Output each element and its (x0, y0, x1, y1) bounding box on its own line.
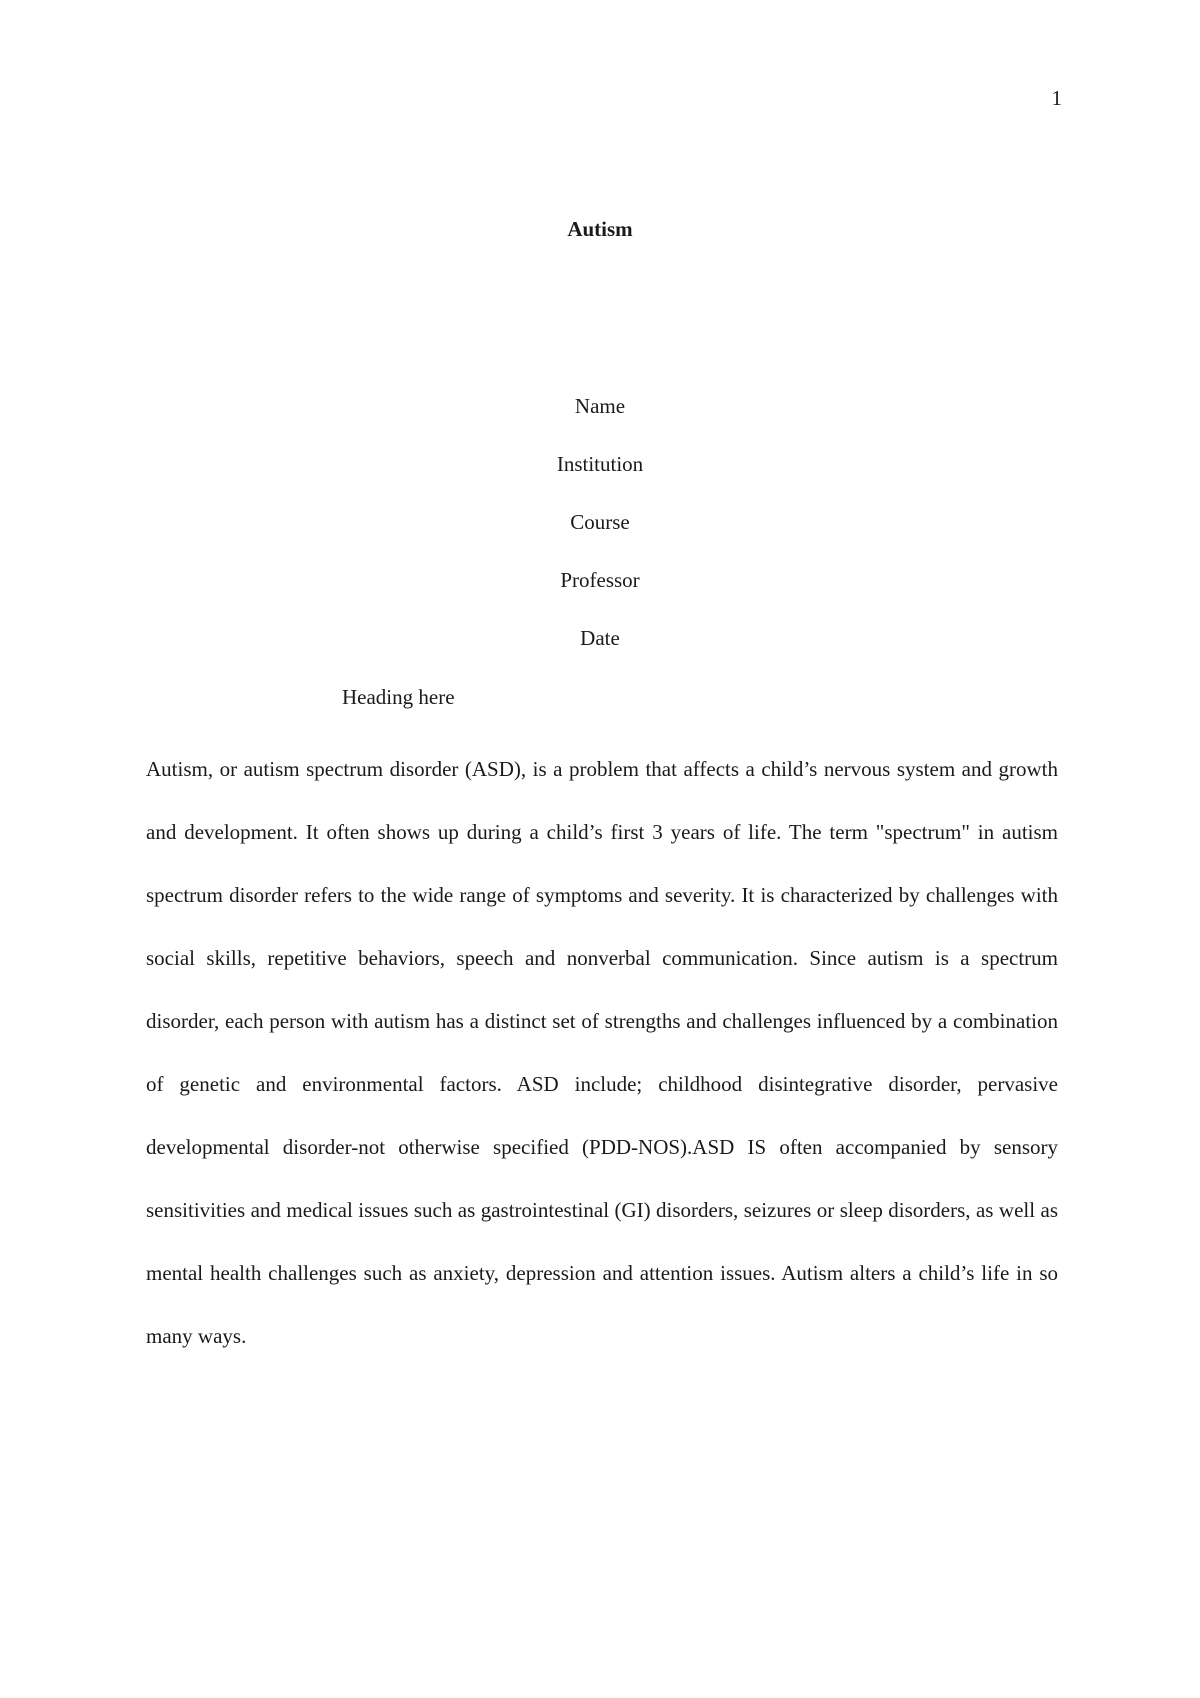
professor: Professor (560, 568, 640, 592)
course: Course (570, 510, 630, 534)
date: Date (580, 626, 620, 650)
section-heading: Heading here (342, 685, 455, 709)
document-title: Autism (567, 217, 633, 241)
author-name: Name (574, 394, 626, 418)
page-number: 1 (1051, 86, 1062, 110)
institution: Institution (556, 452, 644, 476)
body-paragraph: Autism, or autism spectrum disorder (ASD), is a problem that affects a child’s nervous system and growth and development. It often shows up during a child’s first 3 years of life. The term "spectrum" in autism spectrum disorder refers to the wide range of symptoms and severity. It is characterized by challenges with social skills, repetitive behaviors, speech and nonverbal communication. Since autism is a spectrum disorder, each person with autism has a distinct set of strengths and challenges influenced by a combination of genetic and environmental factors. ASD include; childhood disintegrative disorder, pervasive developmental disorder-not otherwise specified (PDD-NOS).ASD IS often accompanied by sensory sensitivities and medical issues such as gastrointestinal (GI) disorders, seizures or sleep disorders, as well as mental health challenges such as anxiety, depression and attention issues. Autism alters a child’s life in so many ways. (146, 757, 1058, 1348)
title-page-block (0, 396, 1200, 686)
